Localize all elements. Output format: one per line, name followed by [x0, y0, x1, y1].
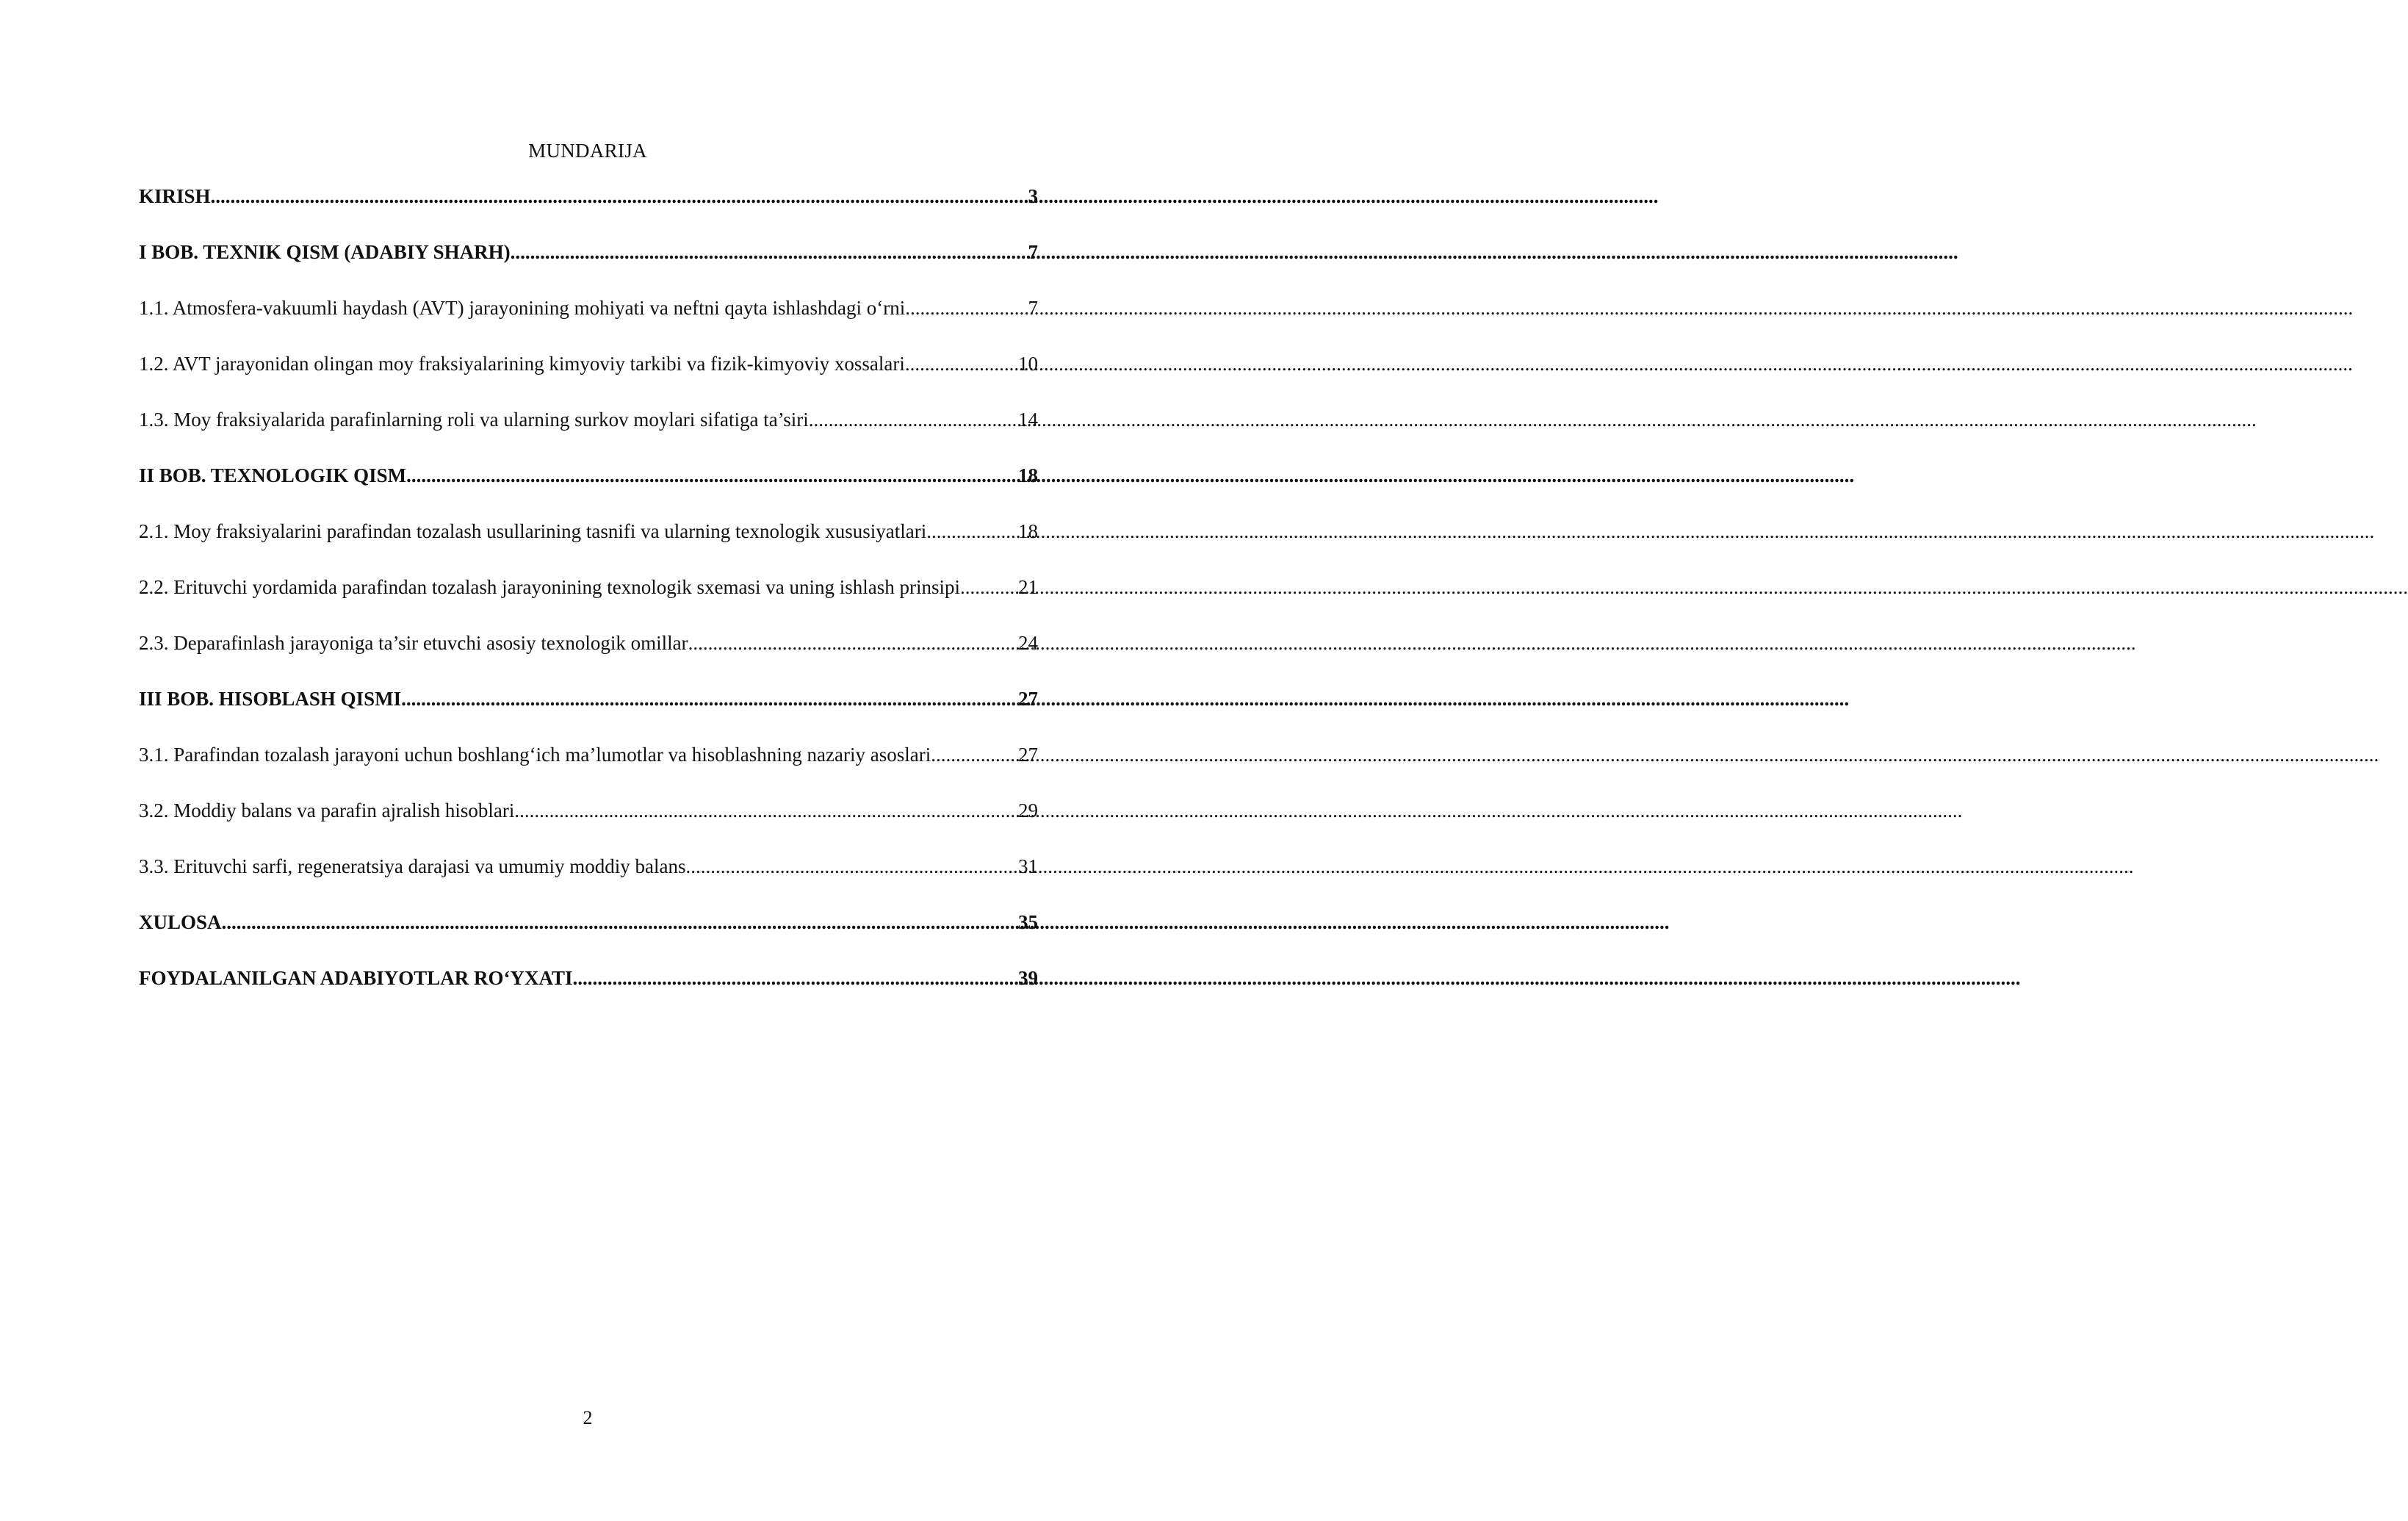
- toc-entry-page: 14: [1018, 409, 1038, 431]
- toc-entry: [139, 966, 1038, 1021]
- toc-leader-dots: [514, 798, 1017, 823]
- toc-leader-dots: [406, 463, 1017, 488]
- toc-entry: [139, 407, 1038, 463]
- toc-entry-page: 21: [1018, 576, 1038, 598]
- toc-entry: [139, 742, 1038, 798]
- toc-entry-page: 39: [1018, 967, 1038, 989]
- toc-entry: [139, 240, 1038, 295]
- toc-entry-label: III BOB. HISOBLASH QISMI: [139, 688, 402, 710]
- page-title: MUNDARIJA: [528, 140, 647, 162]
- toc-entry: [139, 798, 1038, 854]
- toc-entry: [139, 295, 1038, 351]
- toc-leader-dots: [931, 742, 1017, 767]
- toc-entry-label: FOYDALANILGAN ADABIYOTLAR RO‘YXATI: [139, 967, 573, 989]
- toc-leader-dots: [573, 966, 1017, 990]
- toc-entry-page: 27: [1018, 744, 1038, 766]
- toc-entry: [139, 854, 1038, 910]
- toc-entry-page: 29: [1018, 799, 1038, 821]
- toc-entry-page: 7: [1028, 241, 1038, 263]
- toc-entry-page: 18: [1018, 520, 1038, 542]
- toc-entry-page: 35: [1018, 911, 1038, 933]
- toc-entry-label: II BOB. TEXNOLOGIK QISM: [139, 464, 407, 486]
- toc-leader-dots: [905, 351, 1017, 376]
- document-page: [0, 0, 1175, 1521]
- toc-leader-dots: [211, 184, 1027, 209]
- toc-leader-dots: [926, 519, 1017, 544]
- toc-entry-label: 3.2. Moddiy balans va parafin ajralish hisoblari: [139, 799, 515, 821]
- toc-entry: [139, 630, 1038, 686]
- toc-entry-page: 7: [1028, 297, 1038, 319]
- toc-entry: [139, 686, 1038, 742]
- toc-leader-dots: [401, 686, 1017, 711]
- table-of-contents: [139, 184, 1038, 1021]
- toc-leader-dots: [960, 575, 1017, 600]
- toc-entry-label: 3.1. Parafindan tozalash jarayoni uchun boshlang‘ich ma’lumotlar va hisoblashning nazariy asoslari: [139, 744, 931, 766]
- toc-entry-label: 2.3. Deparafinlash jarayoniga ta’sir etuvchi asosiy texnologik omillar: [139, 632, 688, 654]
- toc-entry: [139, 351, 1038, 407]
- toc-leader-dots: [222, 910, 1017, 935]
- toc-entry: [139, 463, 1038, 519]
- toc-entry-label: 2.2. Erituvchi yordamida parafindan tozalash jarayonining texnologik sxemasi va uning ishlash prinsipi: [139, 576, 961, 598]
- toc-entry-page: 18: [1018, 464, 1038, 486]
- toc-entry-label: 2.1. Moy fraksiyalarini parafindan tozalash usullarining tasnifi va ularning texnologik xususiyatlari: [139, 520, 927, 542]
- toc-entry-label: I BOB. TEXNIK QISM (ADABIY SHARH): [139, 241, 511, 263]
- toc-entry: [139, 184, 1038, 240]
- toc-leader-dots: [688, 630, 1017, 655]
- toc-leader-dots: [905, 295, 1026, 320]
- toc-entry: [139, 575, 1038, 630]
- toc-entry-label: 1.1. Atmosfera-vakuumli haydash (AVT) jarayonining mohiyati va neftni qayta ishlashdagi o‘rni: [139, 297, 906, 319]
- toc-entry-label: 1.2. AVT jarayonidan olingan moy fraksiyalarining kimyoviy tarkibi va fizik-kimyoviy xossalari: [139, 353, 905, 375]
- toc-entry-page: 27: [1018, 688, 1038, 710]
- toc-entry-label: XULOSA: [139, 911, 222, 933]
- toc-leader-dots: [809, 407, 1017, 432]
- toc-entry-label: 1.3. Moy fraksiyalarida parafinlarning roli va ularning surkov moylari sifatiga ta’siri: [139, 409, 809, 431]
- toc-entry: [139, 519, 1038, 575]
- toc-entry-page: 3: [1028, 185, 1038, 207]
- toc-entry-label: KIRISH: [139, 185, 211, 207]
- toc-leader-dots: [511, 240, 1027, 265]
- toc-entry-label: 3.3. Erituvchi sarfi, regeneratsiya darajasi va umumiy moddiy balans: [139, 855, 686, 877]
- toc-entry-page: 10: [1018, 353, 1038, 375]
- toc-entry-page: 24: [1018, 632, 1038, 654]
- page-number: 2: [583, 1407, 593, 1428]
- toc-leader-dots: [686, 854, 1017, 879]
- toc-entry: [139, 910, 1038, 966]
- toc-entry-page: 31: [1018, 855, 1038, 877]
